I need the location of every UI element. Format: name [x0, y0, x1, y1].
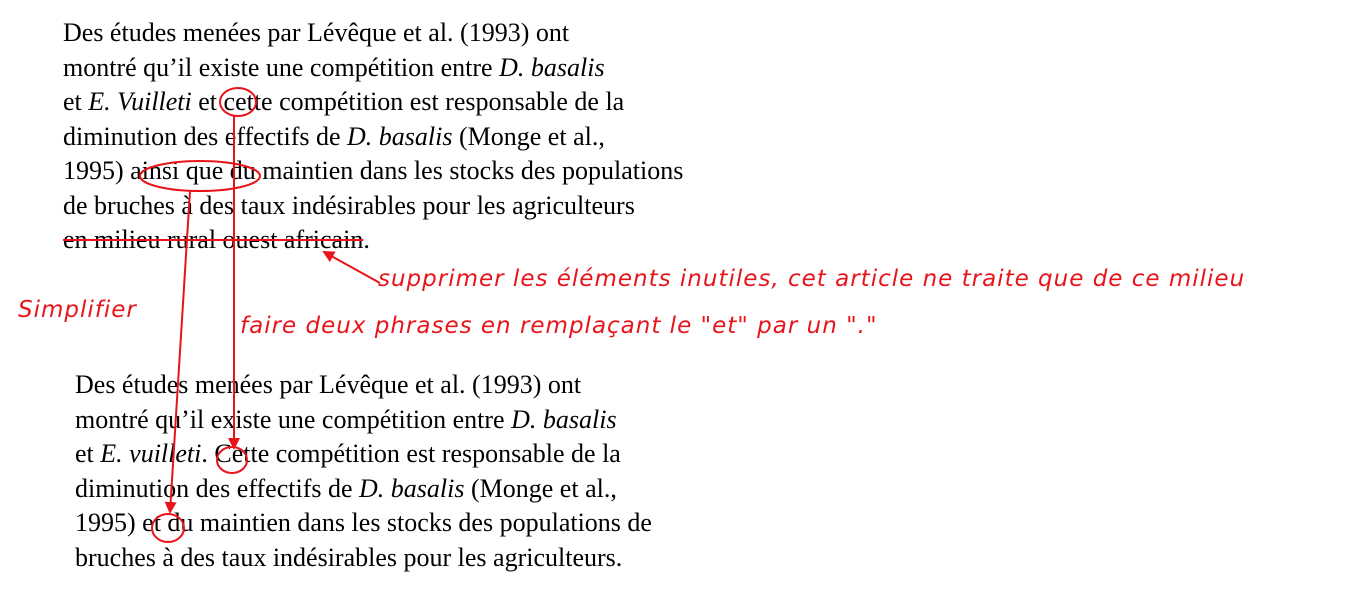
revised-line-1: Des études menées par Lévêque et al. (1993) ont — [75, 370, 582, 399]
revised-line-4-start: diminution des effectifs de — [75, 473, 360, 503]
revised-line-3-end: . Cette compétition est responsable de la — [201, 439, 621, 468]
revised-line-3 — [75, 437, 652, 472]
original-line-6: de bruches à des taux indésirables pour les agriculteurs — [63, 190, 635, 220]
species-name: D. basalis — [499, 52, 605, 82]
revised-line-2-text: montré qu’il existe une compétition entre — [75, 404, 512, 434]
original-line-2-text: montré qu’il existe une compétition entre — [63, 52, 500, 82]
original-line-2 — [63, 51, 683, 86]
revised-line-6: bruches à des taux indésirables pour les agriculteurs. — [75, 542, 623, 572]
original-line-7 — [63, 223, 683, 258]
original-line-1: Des études menées par Lévêque et al. (1993) ont — [63, 18, 570, 47]
original-line-3-end: et cette compétition est responsable de la — [191, 87, 625, 116]
original-line-4 — [63, 120, 683, 155]
revised-line-2 — [75, 403, 652, 438]
original-line-3 — [63, 85, 683, 120]
revised-line-4 — [75, 472, 652, 507]
original-line-3-start: et — [63, 87, 89, 116]
simplify-annotation-note: Simplifier — [18, 297, 137, 323]
split-annotation-note: faire deux phrases en remplaçant le "et" par un "." — [240, 313, 878, 339]
original-line-7-end: . — [363, 225, 370, 254]
original-line-4-start: diminution des effectifs de — [63, 121, 348, 151]
species-name: E. vuilleti — [100, 439, 202, 468]
revised-line-4-end: (Monge et al., — [464, 473, 617, 503]
struck-text: en milieu rural ouest africain — [63, 225, 364, 254]
original-line-5: 1995) ainsi que du maintien dans les stocks des populations — [63, 156, 684, 185]
delete-annotation-note: supprimer les éléments inutiles, cet article ne traite que de ce milieu — [378, 266, 1246, 292]
species-name: E. Vuilleti — [88, 87, 192, 116]
revised-line-5: 1995) et du maintien dans les stocks des populations de — [75, 508, 652, 537]
revised-paragraph — [75, 368, 652, 575]
species-name: D. basalis — [347, 121, 453, 151]
species-name: D. basalis — [359, 473, 465, 503]
species-name: D. basalis — [511, 404, 617, 434]
revised-line-3-start: et — [75, 439, 101, 468]
original-paragraph — [63, 16, 683, 258]
original-line-4-end: (Monge et al., — [452, 121, 605, 151]
